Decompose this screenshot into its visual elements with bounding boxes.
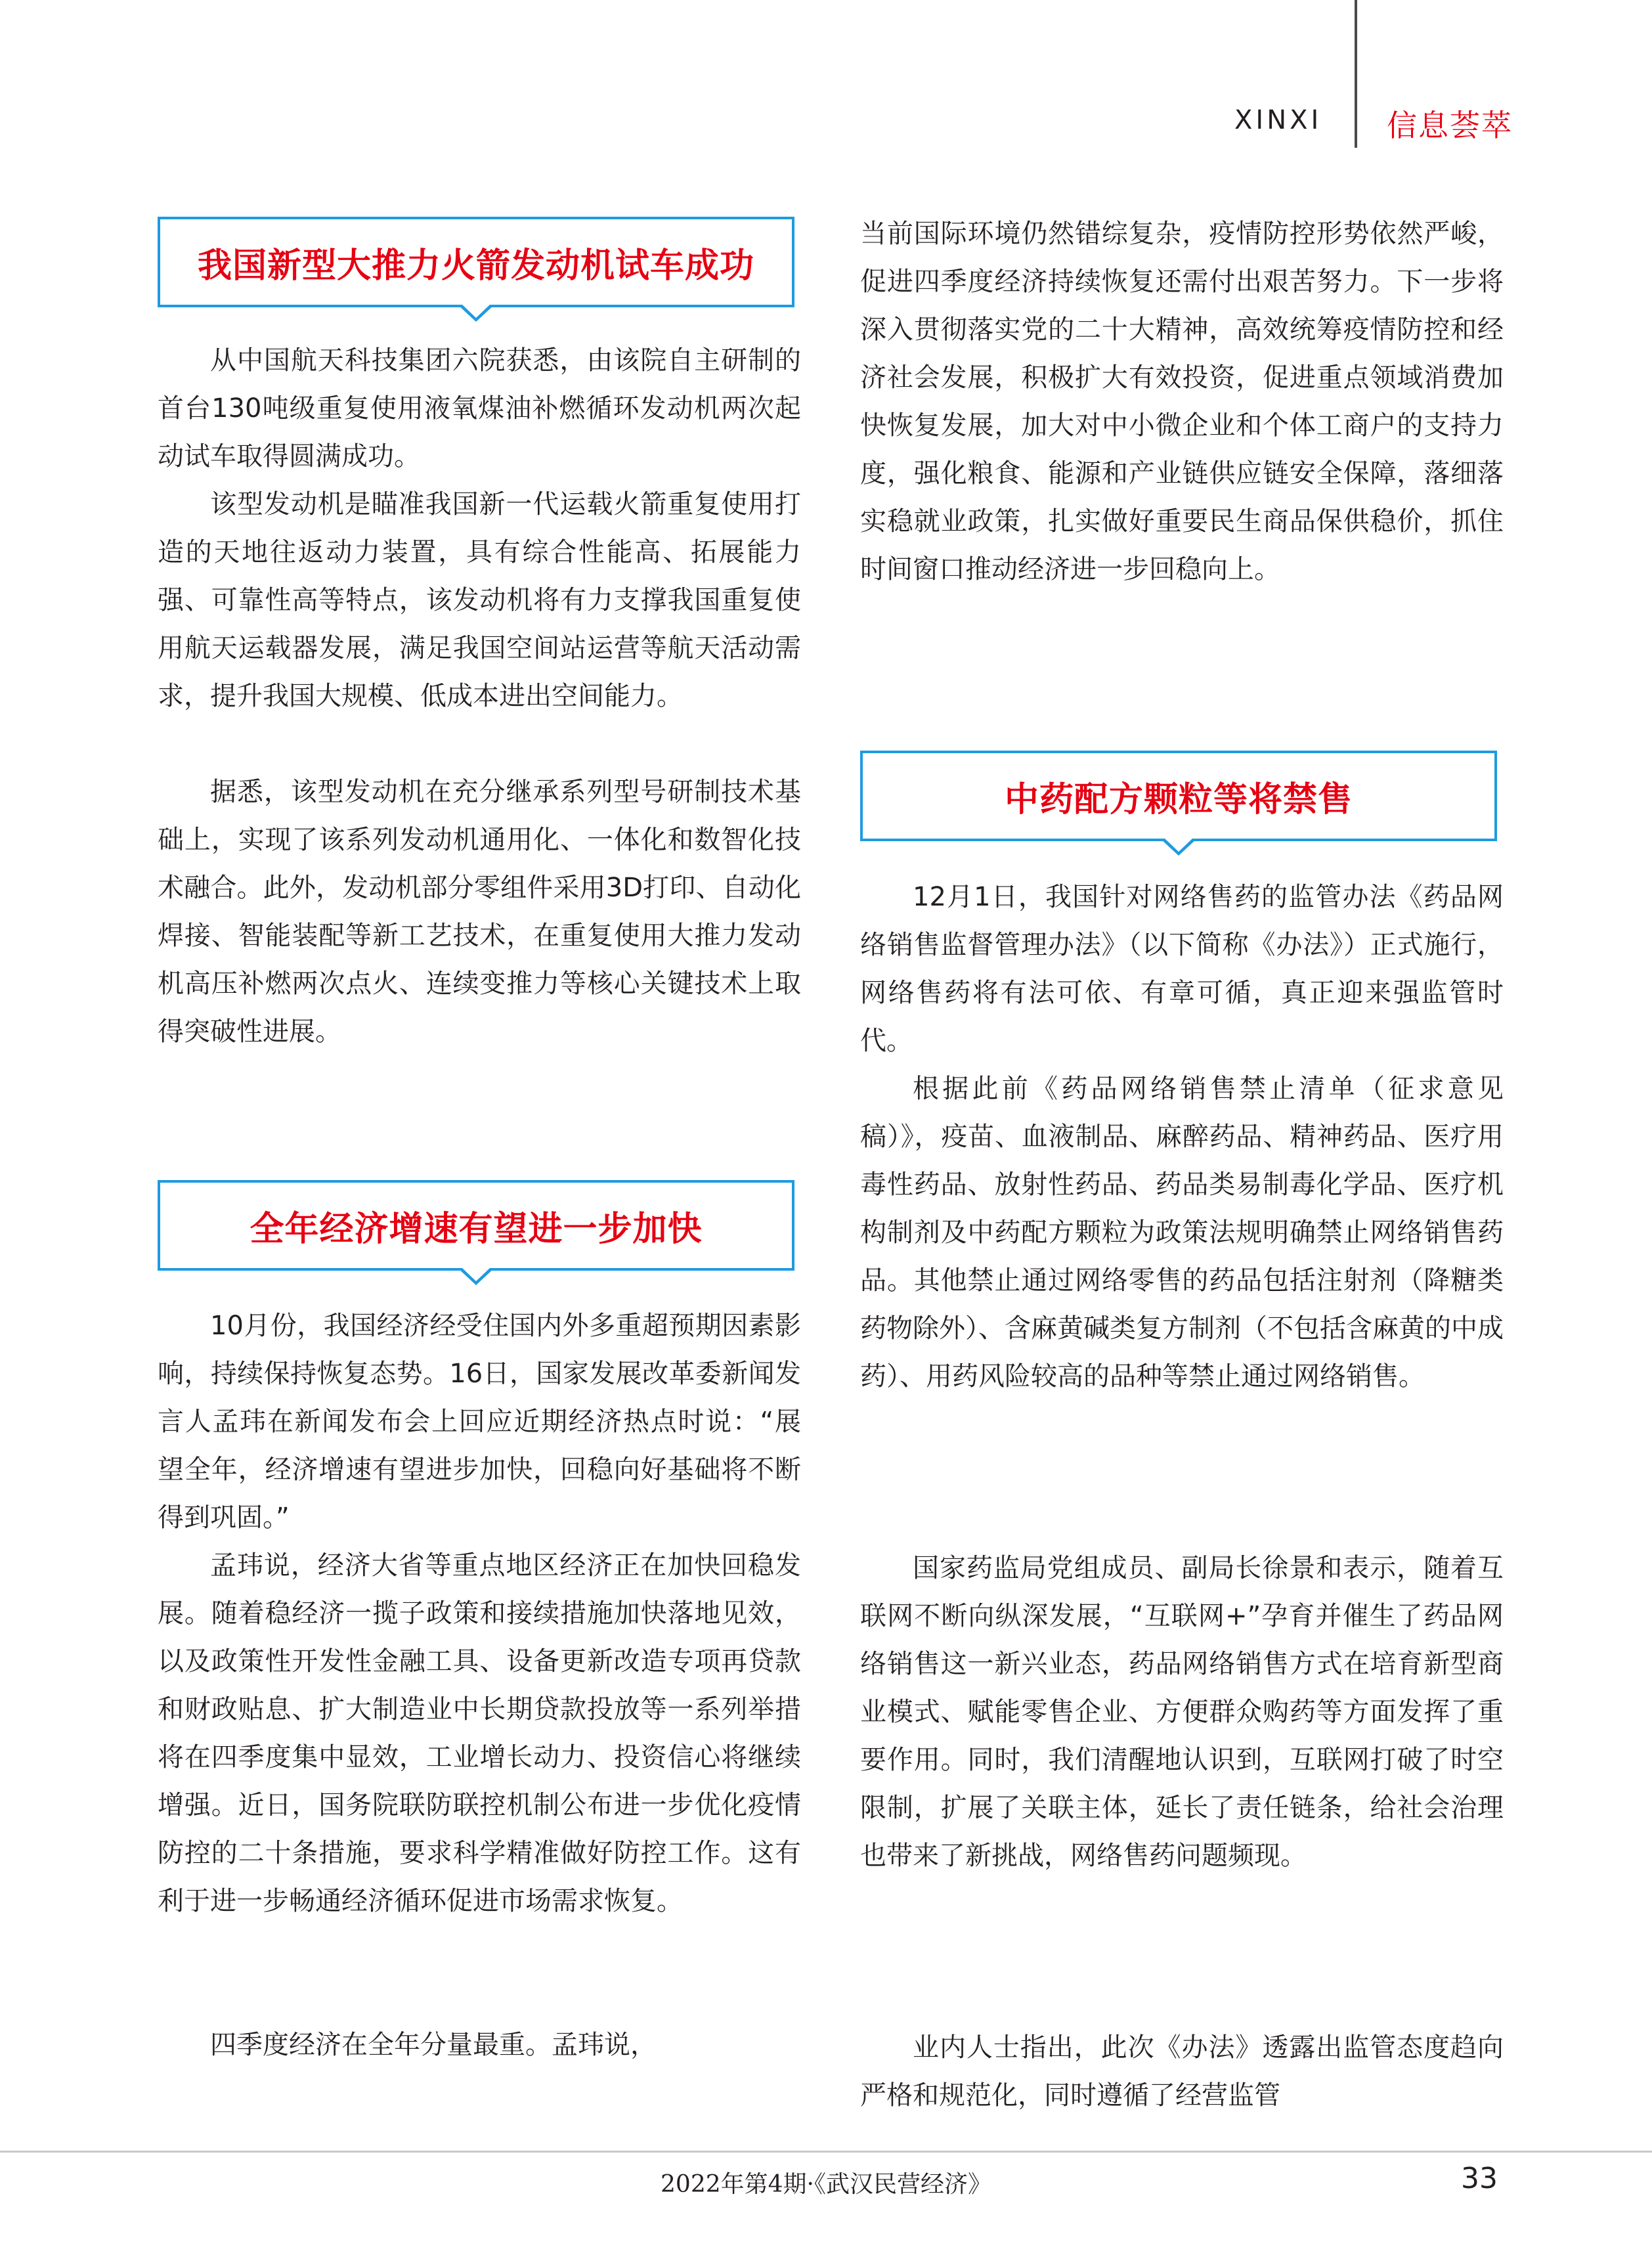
article-paragraph: 国家药监局党组成员、副局长徐景和表示，随着互联网不断向纵深发展，“互联网+”孕育并催生了药品网络销售这一新兴业态，药品网络销售方式在培育新型商业模式、赋能零售企业、方便群众购药等方面发挥了重要作用。同时，我们清醒地认识到，互联网打破了时空限制，扩展了关联主体，延长了责任链条，给社会治理也带来了新挑战，网络售药问题频现。 [860, 1553, 1504, 1871]
section-label-en: XINXI [1234, 105, 1322, 135]
article-paragraph: 根据此前《药品网络销售禁止清单（征求意见稿）》，疫苗、血液制品、麻醉药品、精神药品、医疗用毒性药品、放射性药品、药品类易制毒化学品、医疗机构制剂及中药配方颗粒为政策法规明确禁止网络销售药品。其他禁止通过网络零售的药品包括注射剂（降糖类药物除外）、含麻黄碱类复方制剂（不包括含麻黄的中成药）、用药风险较高的品种等禁止通过网络销售。 [860, 1074, 1504, 1391]
section-label-cn: 信息荟萃 [1387, 108, 1513, 143]
article-title-box [860, 751, 1497, 841]
issue-info: 2022年第4期·《武汉民营经济》 [661, 2171, 991, 2198]
article-paragraph: 当前国际环境仍然错综复杂，疫情防控形势依然严峻，促进四季度经济持续恢复还需付出艰苦努力。下一步将深入贯彻落实党的二十大精神，高效统筹疫情防控和经济社会发展，积极扩大有效投资，促进重点领域消费加快恢复发展，加大对中小微企业和个体工商户的支持力度，强化粮食、能源和产业链供应链安全保障，落细落实稳就业政策，扎实做好重要民生商品保供稳价，抓住时间窗口推动经济进一步回稳向上。 [860, 219, 1504, 584]
page-number: 33 [1461, 2162, 1498, 2195]
article-title-box [158, 217, 794, 307]
article-title: 中药配方颗粒等将禁售 [1004, 779, 1353, 820]
article-paragraph: 据悉，该型发动机在充分继承系列型号研制技术基础上，实现了该系列发动机通用化、一体化和数智化技术融合。此外，发动机部分零组件采用3D打印、自动化焊接、智能装配等新工艺技术，在重复使用大推力发动机高压补燃两次点火、连续变推力等核心关键技术上取得突破性进展。 [158, 777, 801, 1047]
article-paragraph: 业内人士指出，此次《办法》透露出监管态度趋向严格和规范化，同时遵循了经营监管 [860, 2032, 1504, 2111]
article-paragraph: 四季度经济在全年分量最重。孟玮说， [210, 2030, 657, 2060]
article-title-box [158, 1180, 794, 1271]
header-divider [1355, 0, 1357, 148]
article-paragraph: 12月1日，我国针对网络售药的监管办法《药品网络销售监督管理办法》（以下简称《办法》）正式施行，网络售药将有法可依、有章可循，真正迎来强监管时代。 [860, 882, 1504, 1056]
footer-divider [0, 2151, 1652, 2153]
article-title: 我国新型大推力火箭发动机试车成功 [197, 245, 754, 286]
article-title: 全年经济增速有望进一步加快 [250, 1208, 703, 1249]
article-paragraph: 10月份，我国经济经受住国内外多重超预期因素影响，持续保持恢复态势。16日，国家发展改革委新闻发言人孟玮在新闻发布会上回应近期经济热点时说：“展望全年，经济增速有望进步加快，回稳向好基础将不断得到巩固。” [158, 1311, 801, 1533]
article-paragraph: 该型发动机是瞄准我国新一代运载火箭重复使用打造的天地往返动力装置，具有综合性能高、拓展能力强、可靠性高等特点，该发动机将有力支撑我国重复使用航天运载器发展，满足我国空间站运营等航天活动需求，提升我国大规模、低成本进出空间能力。 [158, 489, 801, 711]
article-paragraph: 孟玮说，经济大省等重点地区经济正在加快回稳发展。随着稳经济一揽子政策和接续措施加快落地见效，以及政策性开发性金融工具、设备更新改造专项再贷款和财政贴息、扩大制造业中长期贷款投放等一系列举措将在四季度集中显效，工业增长动力、投资信心将继续增强。近日，国务院联防联控机制公布进一步优化疫情防控的二十条措施，要求科学精准做好防控工作。这有利于进一步畅通经济循环促进市场需求恢复。 [158, 1550, 801, 1916]
article-paragraph: 从中国航天科技集团六院获悉，由该院自主研制的首台130吨级重复使用液氧煤油补燃循环发动机两次起动试车取得圆满成功。 [158, 345, 801, 471]
